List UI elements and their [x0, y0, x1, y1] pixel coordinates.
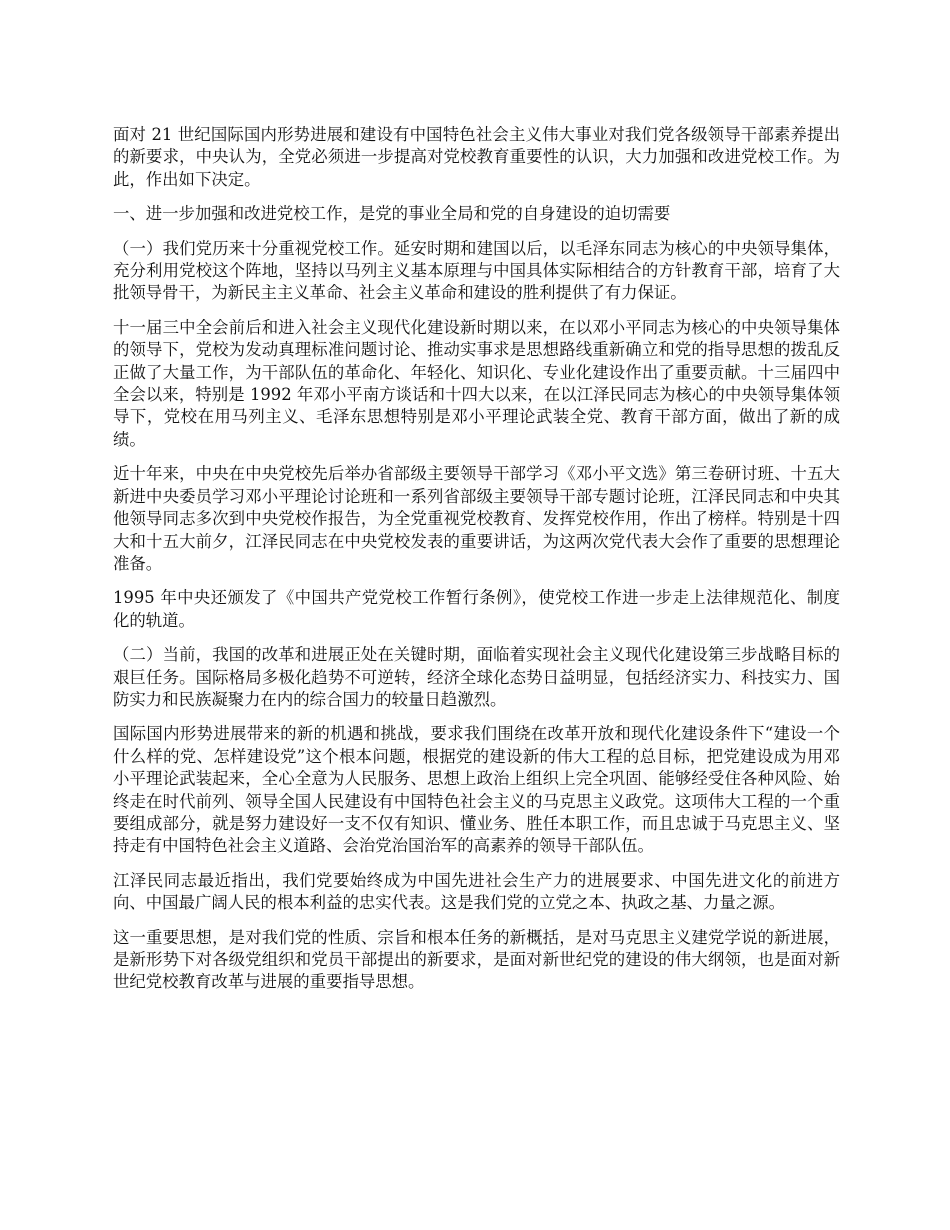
section-heading-1: 一、进一步加强和改进党校工作，是党的事业全局和党的自身建设的迫切需要: [113, 204, 671, 224]
paragraph-1-4: 1995 年中央还颁发了《中国共产党党校工作暂行条例》，使党校工作进一步走上法律规范化、制度化的轨道。: [113, 588, 840, 630]
paragraph-1-1: （一）我们党历来十分重视党校工作。延安时期和建国以后，以毛泽东同志为核心的中央领导集体，充分利用党校这个阵地，坚持以马列主义基本原理与中国具体实际相结合的方针教育干部，培育了大批领导骨干，为新民主主义革命、社会主义革命和建设的胜利提供了有力保证。: [113, 238, 840, 303]
paragraph-2-4: 这一重要思想，是对我们党的性质、宗旨和根本任务的新概括，是对马克思主义建党学说的新进展，是新形势下对各级党组织和党员干部提出的新要求，是面对新世纪党的建设的伟大纲领，也是面对新世纪党校教育改革与进展的重要指导思想。: [113, 927, 840, 992]
document-body: [113, 124, 840, 1006]
paragraph-1-3: 近十年来，中央在中央党校先后举办省部级主要领导干部学习《邓小平文选》第三卷研讨班、十五大新进中央委员学习邓小平理论讨论班和一系列省部级主要领导干部专题讨论班，江泽民同志和中央其他领导同志多次到中央党校作报告，为全党重视党校教育、发挥党校作用，作出了榜样。特别是十四大和十五大前夕，江泽民同志在中央党校发表的重要讲话，为这两次党代表大会作了重要的思想理论准备。: [113, 464, 840, 573]
paragraph-1-2: 十一届三中全会前后和进入社会主义现代化建设新时期以来，在以邓小平同志为核心的中央领导集体的领导下，党校为发动真理标准问题讨论、推动实事求是思想路线重新确立和党的指导思想的拨乱反正做了大量工作，为干部队伍的革命化、年轻化、知识化、专业化建设作出了重要贡献。十三届四中全会以来，特别是 1992 年邓小平南方谈话和十四大以来，在以江泽民同志为核心的中央领导集体领导下，党校在用马列主义、毛泽东思想特别是邓小平理论武装全党、教育干部方面，做出了新的成绩。: [113, 317, 840, 449]
paragraph-2-1: （二）当前，我国的改革和进展正处在关键时期，面临着实现社会主义现代化建设第三步战略目标的艰巨任务。国际格局多极化趋势不可逆转，经济全球化态势日益明显，包括经济实力、科技实力、国防实力和民族凝聚力在内的综合国力的较量日趋激烈。: [113, 645, 840, 709]
paragraph-2-3: 江泽民同志最近指出，我们党要始终成为中国先进社会生产力的进展要求、中国先进文化的前进方向、中国最广阔人民的根本利益的忠实代表。这是我们党的立党之本、执政之基、力量之源。: [113, 870, 840, 913]
paragraph-2-2: 国际国内形势进展带来的新的机遇和挑战，要求我们围绕在改革开放和现代化建设条件下“建设一个什么样的党、怎样建设党”这个根本问题，根据党的建设新的伟大工程的总目标，把党建设成为用邓小平理论武装起来，全心全意为人民服务、思想上政治上组织上完全巩固、能够经受住各种风险、始终走在时代前列、领导全国人民建设有中国特色社会主义的马克思主义政党。这项伟大工程的一个重要组成部分，就是努力建设好一支不仅有知识、懂业务、胜任本职工作，而且忠诚于马克思主义、坚持走有中国特色社会主义道路、会治党治国治军的高素养的领导干部队伍。: [113, 724, 840, 856]
paragraph-intro: 面对 21 世纪国际国内形势进展和建设有中国特色社会主义伟大事业对我们党各级领导干部素养提出的新要求，中央认为，全党必须进一步提高对党校教育重要性的认识，大力加强和改进党校工作。为此，作出如下决定。: [113, 125, 840, 189]
